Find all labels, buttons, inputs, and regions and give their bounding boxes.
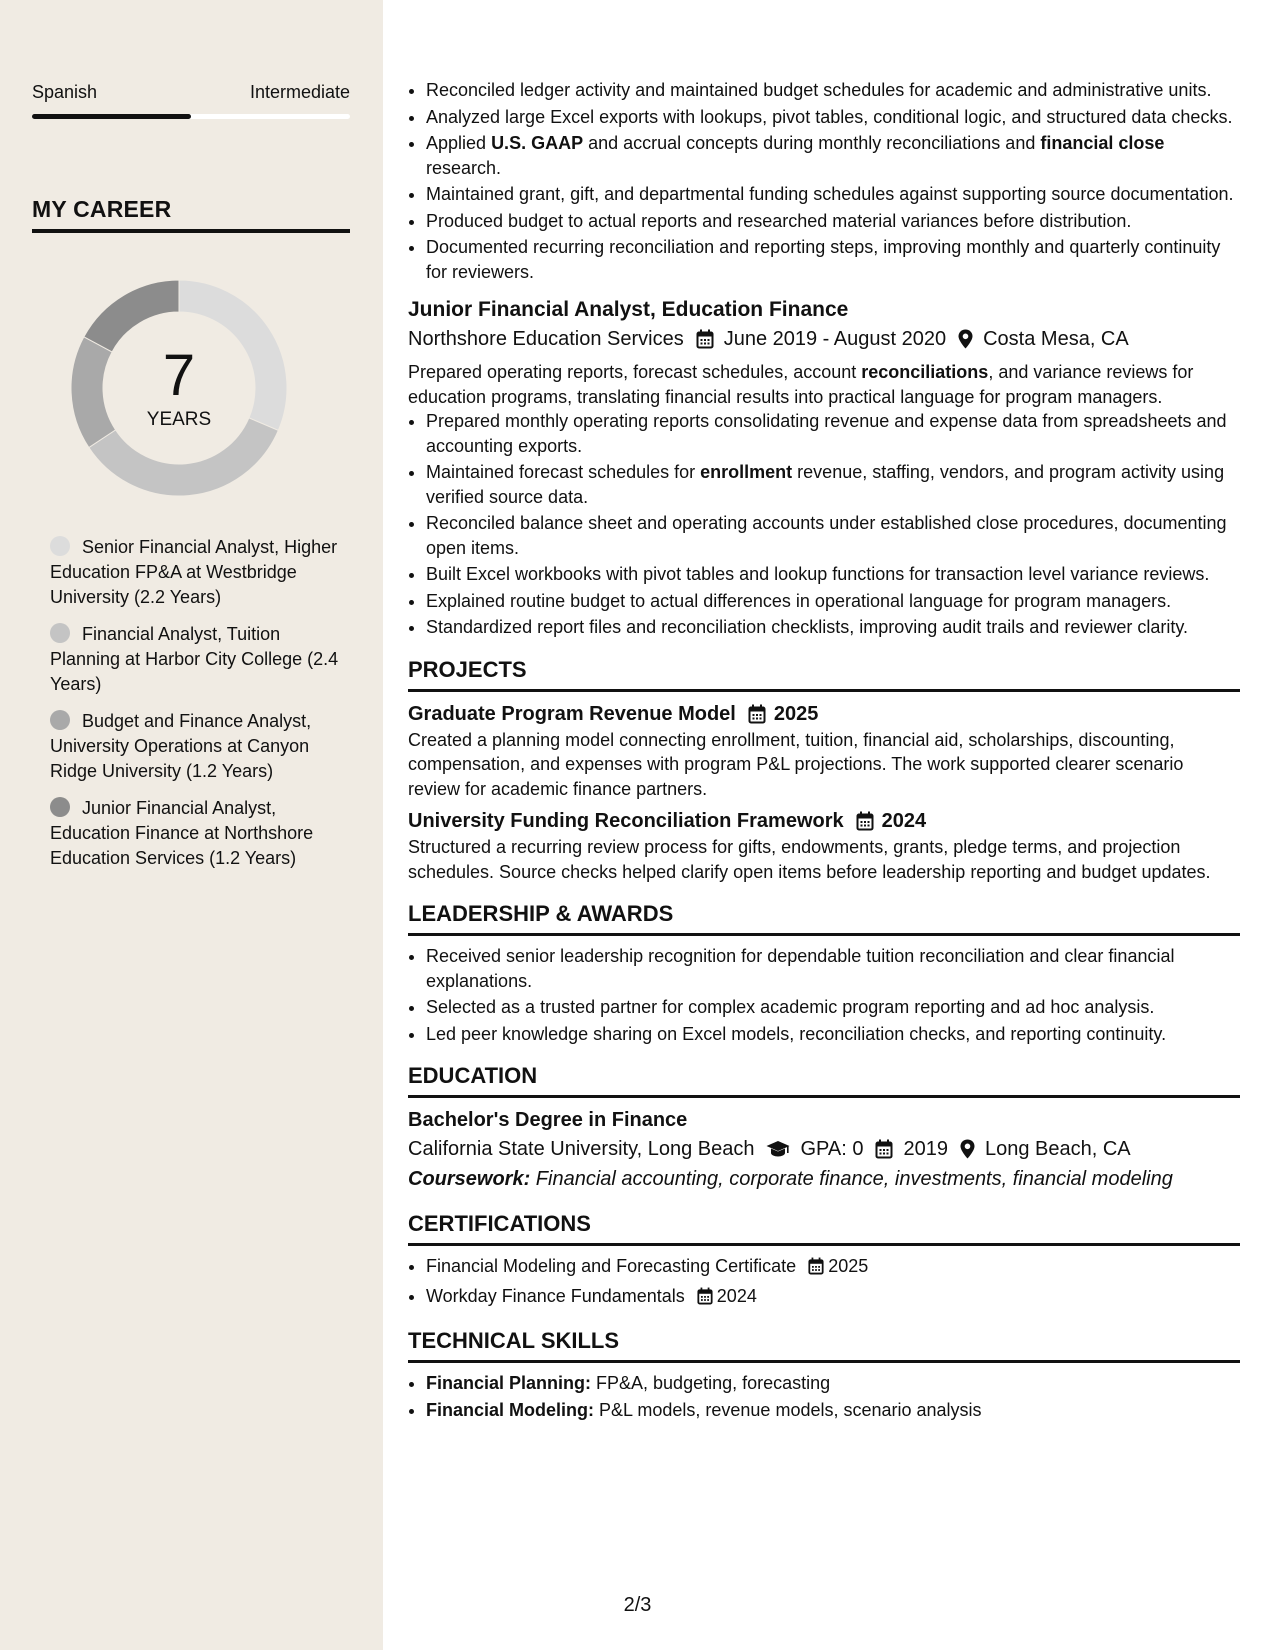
legend-dot xyxy=(50,710,70,730)
job-dates: June 2019 - August 2020 xyxy=(723,328,947,350)
leadership-item: • Received senior leadership recognition for dependable tuition reconciliation and clear financial explanations. xyxy=(426,944,1240,993)
calendar-icon xyxy=(697,1287,713,1312)
bullet-text: Produced budget to actual reports and researched material variances before distribution. xyxy=(426,210,1132,231)
bullet-keyword: financial close xyxy=(1040,133,1165,153)
skills-list xyxy=(408,1371,1240,1422)
bullet-item xyxy=(426,562,1240,587)
project-title-row xyxy=(408,807,1240,835)
career-item xyxy=(50,796,340,871)
language-proficiency-fill xyxy=(32,114,191,119)
career-item xyxy=(50,535,340,610)
leadership-item: • Led peer knowledge sharing on Excel models, reconciliation checks, and reporting continuity. xyxy=(426,1022,1240,1047)
job-summary-text: Prepared operating reports, forecast schedules, account xyxy=(408,362,862,382)
certification-item xyxy=(426,1284,1240,1312)
bullet-text: Maintained grant, gift, and departmental funding schedules against supporting source documentation. xyxy=(426,184,1234,204)
bullet-text: Explained routine budget to actual differences in operational language for program managers. xyxy=(426,590,1172,611)
bullet-text: Maintained forecast schedules for xyxy=(426,462,701,482)
bullet-text: revenue, staffing, vendors, and program activity using verified source data. xyxy=(426,462,1225,507)
bullet-text: Standardized report files and reconciliation checklists, improving audit trails and reviewer clarity. xyxy=(426,617,1189,637)
bullet-item xyxy=(426,209,1240,234)
bullet-keyword: U.S. GAAP xyxy=(491,133,584,153)
job-summary-keyword: reconciliations xyxy=(861,362,989,382)
certification-year: 2025 xyxy=(828,1256,869,1276)
bullet-item xyxy=(426,511,1240,560)
certification-item xyxy=(426,1254,1240,1282)
education-school: California State University, Long Beach xyxy=(408,1138,755,1160)
bullet-item xyxy=(426,615,1240,640)
certifications-list xyxy=(408,1254,1240,1311)
language-level: Intermediate xyxy=(249,82,350,102)
legend-dot xyxy=(50,536,70,556)
job-summary xyxy=(408,360,1240,409)
education-gpa: GPA: 0 xyxy=(800,1138,864,1160)
skill-item xyxy=(426,1371,1240,1396)
projects-list xyxy=(408,700,1240,885)
skill-value: P&L models, revenue models, scenario analysis xyxy=(594,1399,982,1420)
previous-job-bullets xyxy=(408,78,1240,284)
leadership-list xyxy=(408,944,1240,1046)
bullet-text: research. xyxy=(426,157,502,178)
education-location: Long Beach, CA xyxy=(984,1138,1131,1160)
language-proficiency-bar xyxy=(32,114,350,119)
skill-item xyxy=(426,1398,1240,1423)
legend-dot xyxy=(50,623,70,643)
career-years-donut xyxy=(66,275,292,501)
education-degree: Bachelor's Degree in Finance xyxy=(408,1109,688,1131)
project-description: Structured a recurring review process for gifts, endowments, grants, pledge terms, and projection schedules. Source checks helped clarify open items before leadership reporting and budget updates. xyxy=(408,837,1211,882)
bullet-item xyxy=(426,235,1240,284)
bullet-item xyxy=(426,460,1240,509)
main-content xyxy=(408,78,1240,1424)
sidebar xyxy=(0,0,383,1650)
leadership-heading: LEADERSHIP & AWARDS xyxy=(408,900,1240,936)
education-heading: EDUCATION xyxy=(408,1062,1240,1098)
career-item-text: Junior Financial Analyst, Education Finance at Northshore Education Services (1.2 Years) xyxy=(50,798,314,868)
leadership-item: • Selected as a trusted partner for complex academic program reporting and ad hoc analysis. xyxy=(426,995,1240,1020)
language-row xyxy=(32,82,350,103)
project-title: Graduate Program Revenue Model xyxy=(408,702,736,725)
job-company: Northshore Education Services xyxy=(408,328,684,350)
bullet-text: Reconciled ledger activity and maintained budget schedules for academic and administrative units. xyxy=(426,80,1212,100)
bullet-item xyxy=(426,105,1240,130)
skill-label: Financial Modeling: xyxy=(426,1399,595,1420)
project-year: 2024 xyxy=(881,810,927,832)
certifications-heading: CERTIFICATIONS xyxy=(408,1210,1240,1246)
bullet-text: Applied xyxy=(426,133,492,153)
job-meta xyxy=(408,324,1240,354)
skill-label: Financial Planning: xyxy=(426,1373,592,1393)
bullet-item xyxy=(426,78,1240,103)
job-location: Costa Mesa, CA xyxy=(983,328,1129,350)
bullet-keyword: enrollment xyxy=(700,462,793,482)
job-title: Junior Financial Analyst, Education Finance xyxy=(408,298,849,321)
donut-segment-4 xyxy=(84,280,179,352)
bullet-text: Prepared monthly operating reports consolidating revenue and expense data from spreadsheets and accounting exports. xyxy=(426,411,1227,456)
career-item xyxy=(50,622,340,697)
bullet-text: Documented recurring reconciliation and reporting steps, improving monthly and quarterly continuity for reviewers. xyxy=(426,237,1221,282)
career-item xyxy=(50,709,340,784)
certification-name: Financial Modeling and Forecasting Certificate xyxy=(426,1256,797,1276)
calendar-icon xyxy=(808,1257,824,1282)
map-pin-icon xyxy=(958,329,973,349)
bullet-text: Built Excel workbooks with pivot tables and lookup functions for transaction level variance reviews. xyxy=(426,564,1210,584)
calendar-icon xyxy=(696,329,714,349)
job-bullets xyxy=(408,409,1240,640)
calendar-icon xyxy=(856,811,874,831)
certification-name: Workday Finance Fundamentals xyxy=(426,1285,685,1306)
career-item-text: Budget and Finance Analyst, University Operations at Canyon Ridge University (1.2 Years) xyxy=(50,711,312,781)
language-name: Spanish xyxy=(32,82,98,102)
project-title-row xyxy=(408,700,1240,728)
bullet-text: Reconciled balance sheet and operating accounts under established close procedures, documenting open items. xyxy=(426,513,1227,558)
page-number xyxy=(0,1594,1275,1617)
map-pin-icon xyxy=(960,1139,975,1159)
graduation-cap-icon xyxy=(766,1140,790,1158)
coursework-text: Financial accounting, corporate finance, investments, financial modeling xyxy=(530,1168,1173,1190)
career-years-number: 7 xyxy=(162,343,196,408)
career-item-text: Senior Financial Analyst, Higher Education FP&A at Westbridge University (2.2 Years) xyxy=(50,537,338,607)
career-years-unit: YEARS xyxy=(146,409,212,430)
education-year: 2019 xyxy=(903,1138,948,1160)
skills-heading: TECHNICAL SKILLS xyxy=(408,1327,1240,1363)
calendar-icon xyxy=(875,1139,893,1159)
coursework-label: Coursework: xyxy=(408,1168,531,1190)
education-meta xyxy=(408,1134,1240,1164)
legend-dot xyxy=(50,797,70,817)
bullet-item xyxy=(426,589,1240,614)
bullet-item xyxy=(426,131,1240,180)
page-number-text: 2/3 xyxy=(623,1594,652,1616)
education-coursework xyxy=(408,1164,1240,1194)
certification-year: 2024 xyxy=(716,1285,757,1306)
bullet-item xyxy=(426,182,1240,207)
career-item-text: Financial Analyst, Tuition Planning at Harbor City College (2.4 Years) xyxy=(50,624,339,694)
calendar-icon xyxy=(748,704,766,724)
bullet-item xyxy=(426,409,1240,458)
skill-value: FP&A, budgeting, forecasting xyxy=(591,1373,831,1393)
project-title: University Funding Reconciliation Framework xyxy=(408,810,844,832)
project-year: 2025 xyxy=(773,702,819,725)
bullet-text: and accrual concepts during monthly reconciliations and xyxy=(583,133,1041,153)
job-summary-text-end: , and variance reviews for education programs, translating financial results into practical language for program managers. xyxy=(408,362,1194,407)
project-description: Created a planning model connecting enrollment, tuition, financial aid, scholarships, discounting, compensation, and expenses with program P&L projections. The work supported clearer scenario review for academic finance partners. xyxy=(408,729,1184,799)
projects-heading: PROJECTS xyxy=(408,656,1240,692)
career-heading: MY CAREER xyxy=(32,196,350,233)
career-list xyxy=(50,535,340,883)
bullet-text: Analyzed large Excel exports with lookups, pivot tables, conditional logic, and structured data checks. xyxy=(426,106,1233,127)
